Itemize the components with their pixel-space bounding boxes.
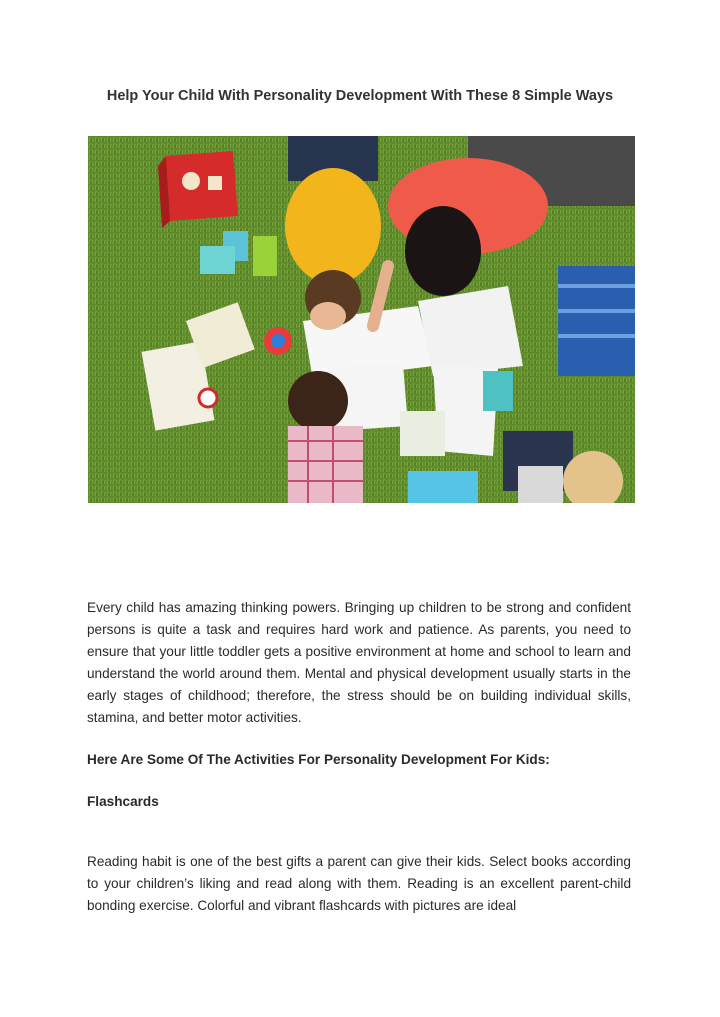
- flashcards-paragraph: Reading habit is one of the best gifts a parent can give their kids. Select books according to your children’s liking and read along with them. Reading is an excellent parent-child bonding exercise. Colorful and vibrant flashcards with pictures are ideal: [87, 854, 631, 913]
- intro-paragraph: Every child has amazing thinking powers. Bringing up children to be strong and confident persons is quite a task and requires hard work and patience. As parents, you need to ensure that your little toddler gets a positive environment at home and school to learn and understand the world around them. Mental and physical development usually starts in the early stages of childhood; therefore, the stress should be on building individual skills, stamina, and better motor activities.: [87, 600, 631, 725]
- child-blue-sweater: [558, 266, 635, 376]
- family-drawing-photo: [88, 136, 635, 503]
- flashcards-subheading: Flashcards: [87, 794, 159, 809]
- photo-illustration: [88, 136, 635, 503]
- page-title: Help Your Child With Personality Development With These 8 Simple Ways: [106, 88, 614, 104]
- shape-sorter-toy: [158, 151, 238, 228]
- activities-heading: Here Are Some Of The Activities For Personality Development For Kids:: [87, 752, 550, 767]
